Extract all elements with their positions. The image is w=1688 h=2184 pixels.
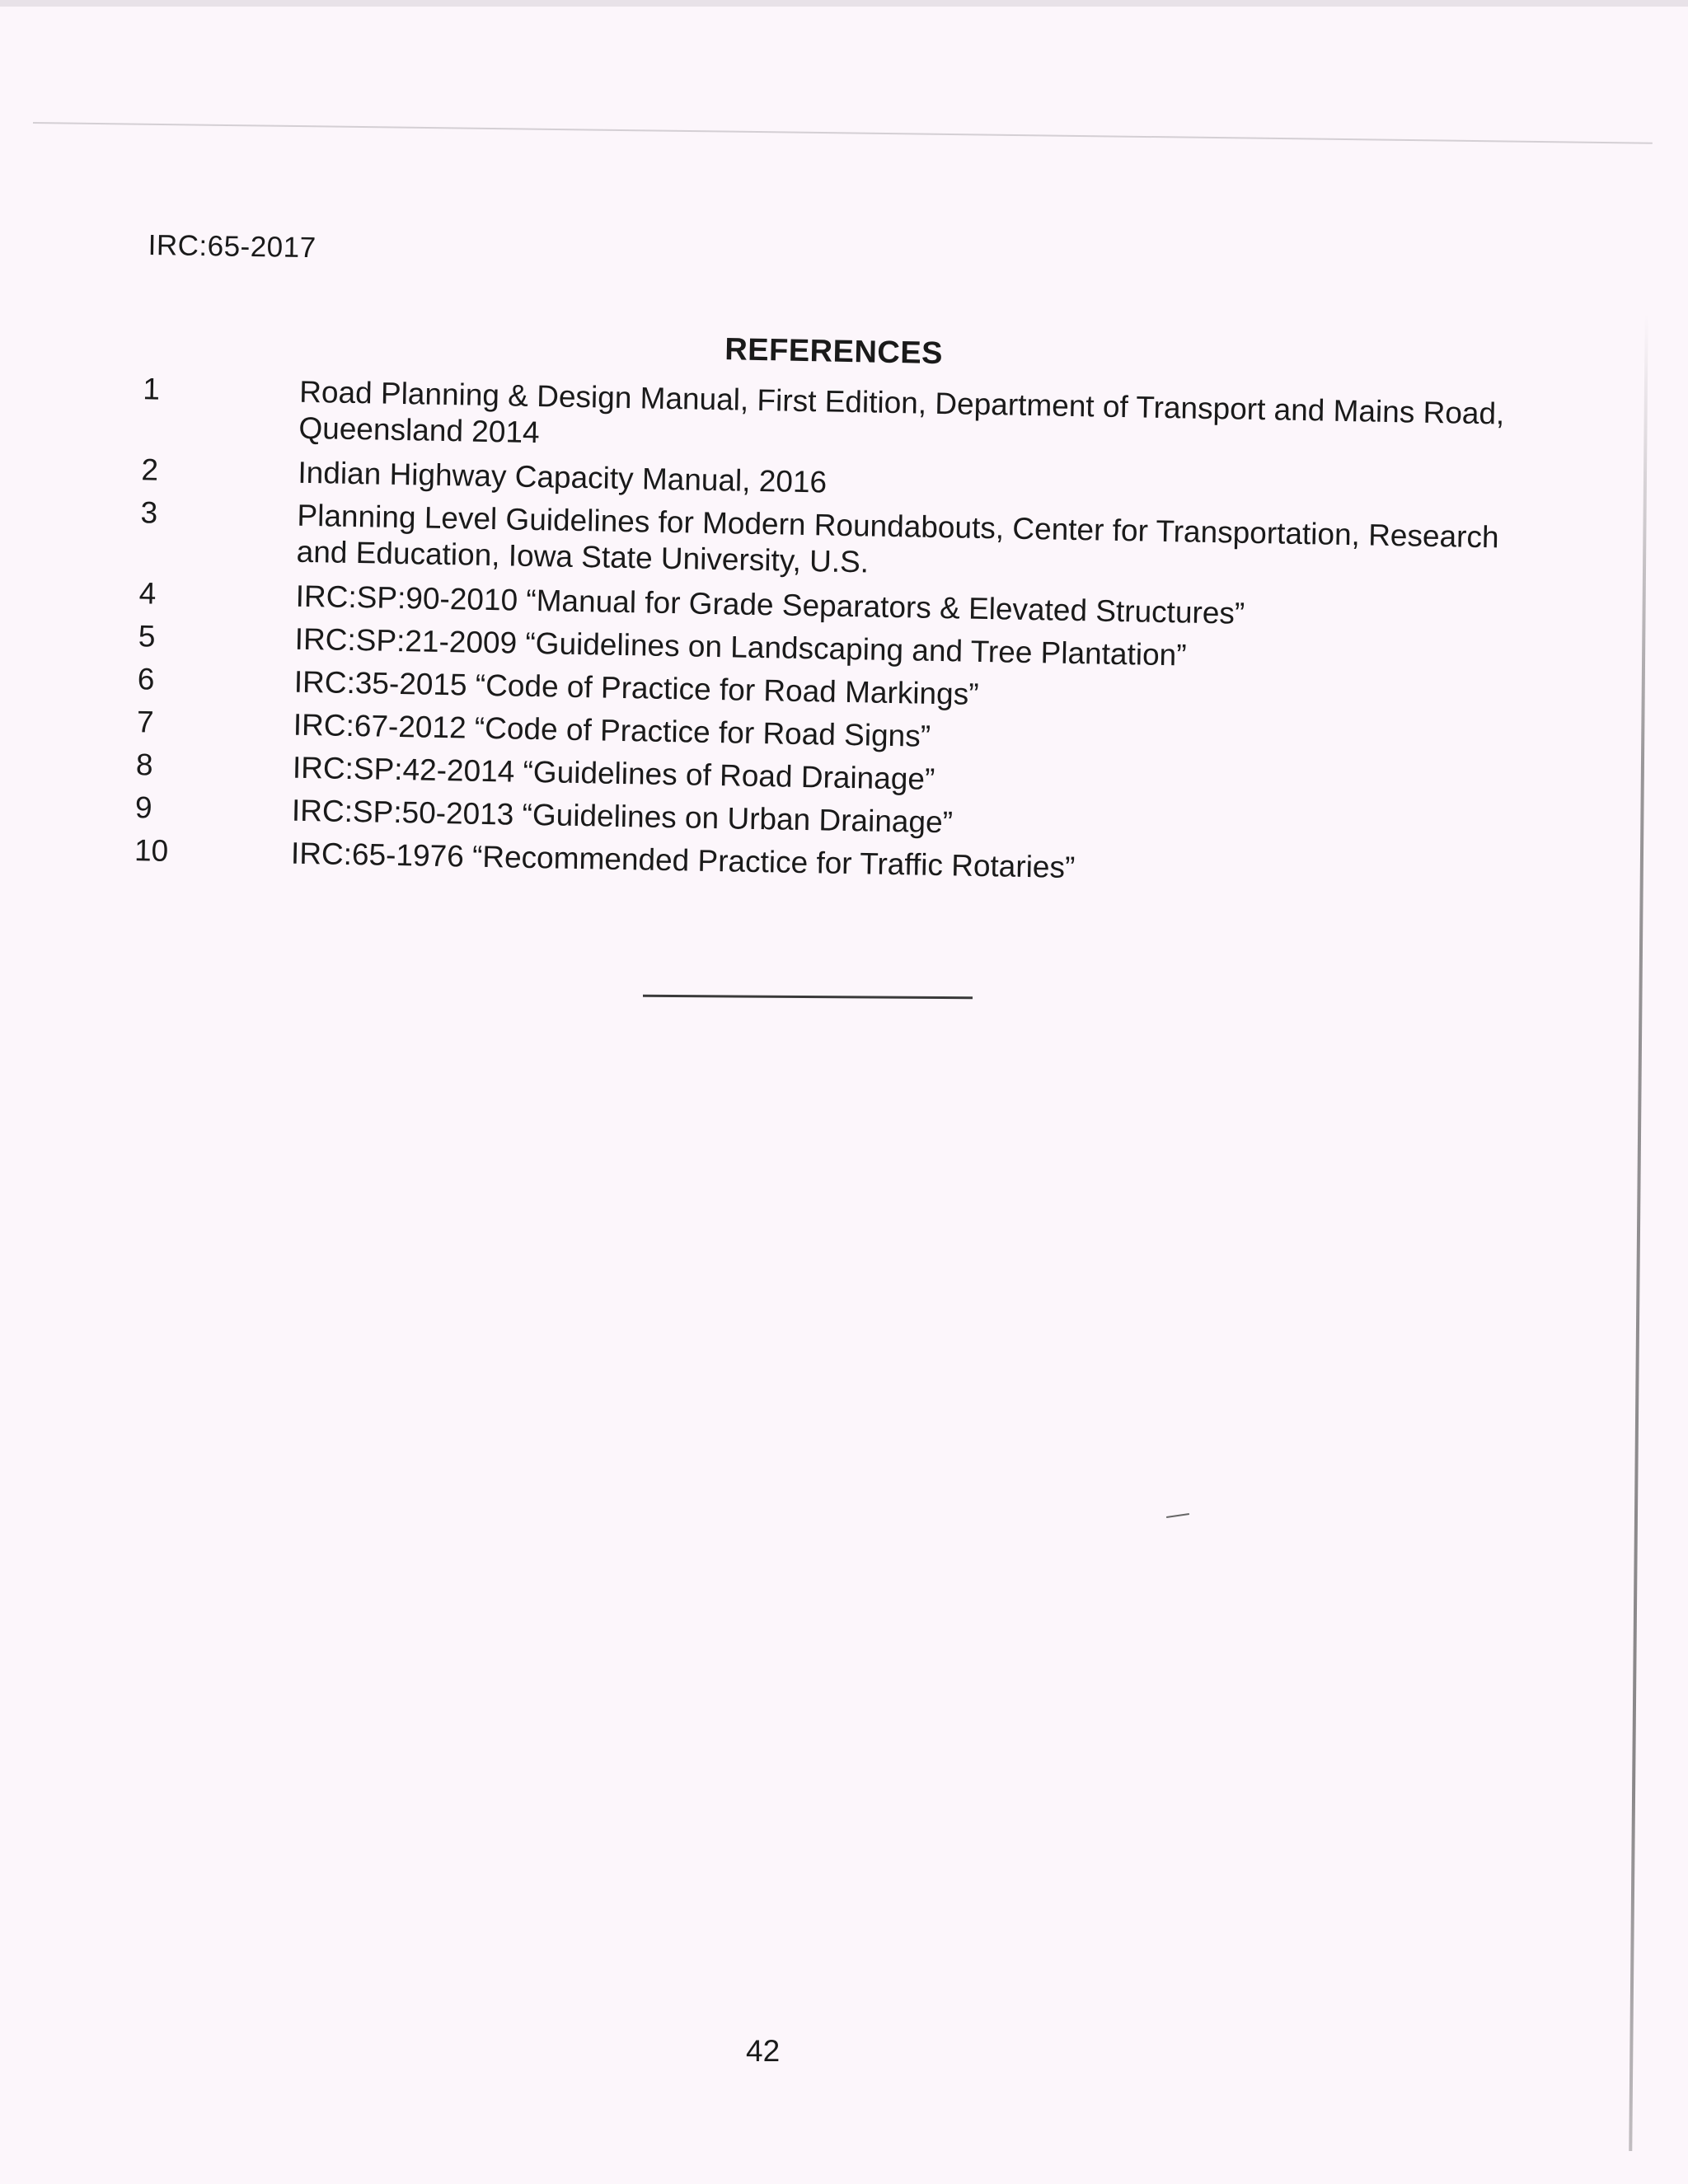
scan-artifact-line bbox=[33, 122, 1653, 144]
document-code: IRC:65-2017 bbox=[148, 229, 316, 265]
scan-speck bbox=[1166, 1513, 1189, 1518]
reference-text: IRC:SP:50-2013 “Guidelines on Urban Drainage” bbox=[291, 793, 954, 840]
reference-text: IRC:65-1976 “Recommended Practice for Traffic Rotaries” bbox=[290, 836, 1076, 885]
references-list bbox=[122, 371, 1532, 901]
reference-text: IRC:SP:42-2014 “Guidelines of Road Drainage” bbox=[292, 750, 935, 796]
reference-text: IRC:35-2015 “Code of Practice for Road Markings” bbox=[293, 664, 979, 711]
reference-text: IRC:SP:21-2009 “Guidelines on Landscaping and Tree Plantation” bbox=[294, 621, 1187, 673]
reference-number: 2 bbox=[141, 452, 159, 487]
reference-number: 7 bbox=[136, 705, 154, 739]
reference-text: Road Planning & Design Manual, First Edition, Department of Transport and Mains Road, Queensland 2014 bbox=[298, 374, 1505, 450]
references-heading: REFERENCES bbox=[724, 332, 944, 372]
reference-text: Indian Highway Capacity Manual, 2016 bbox=[298, 455, 828, 499]
reference-item bbox=[129, 371, 1531, 469]
reference-number: 1 bbox=[142, 372, 161, 406]
references-section bbox=[132, 313, 1533, 885]
reference-text: IRC:SP:90-2010 “Manual for Grade Separators & Elevated Structures” bbox=[295, 579, 1245, 630]
reference-number: 9 bbox=[134, 790, 152, 825]
reference-number: 8 bbox=[135, 748, 153, 782]
page-number: 42 bbox=[746, 2034, 781, 2068]
reference-number: 4 bbox=[138, 576, 157, 611]
reference-number: 6 bbox=[137, 662, 155, 696]
scan-edge-shadow bbox=[1629, 313, 1648, 2151]
reference-number: 3 bbox=[140, 495, 158, 530]
page-top-edge bbox=[0, 0, 1688, 7]
reference-number: 10 bbox=[134, 833, 169, 868]
end-of-section-rule bbox=[643, 995, 973, 999]
reference-number: 5 bbox=[138, 619, 156, 654]
reference-text: Planning Level Guidelines for Modern Roundabouts, Center for Transportation, Research and Education, Iowa State University, U.S. bbox=[296, 498, 1499, 579]
reference-text: IRC:67-2012 “Code of Practice for Road Signs” bbox=[293, 707, 931, 753]
